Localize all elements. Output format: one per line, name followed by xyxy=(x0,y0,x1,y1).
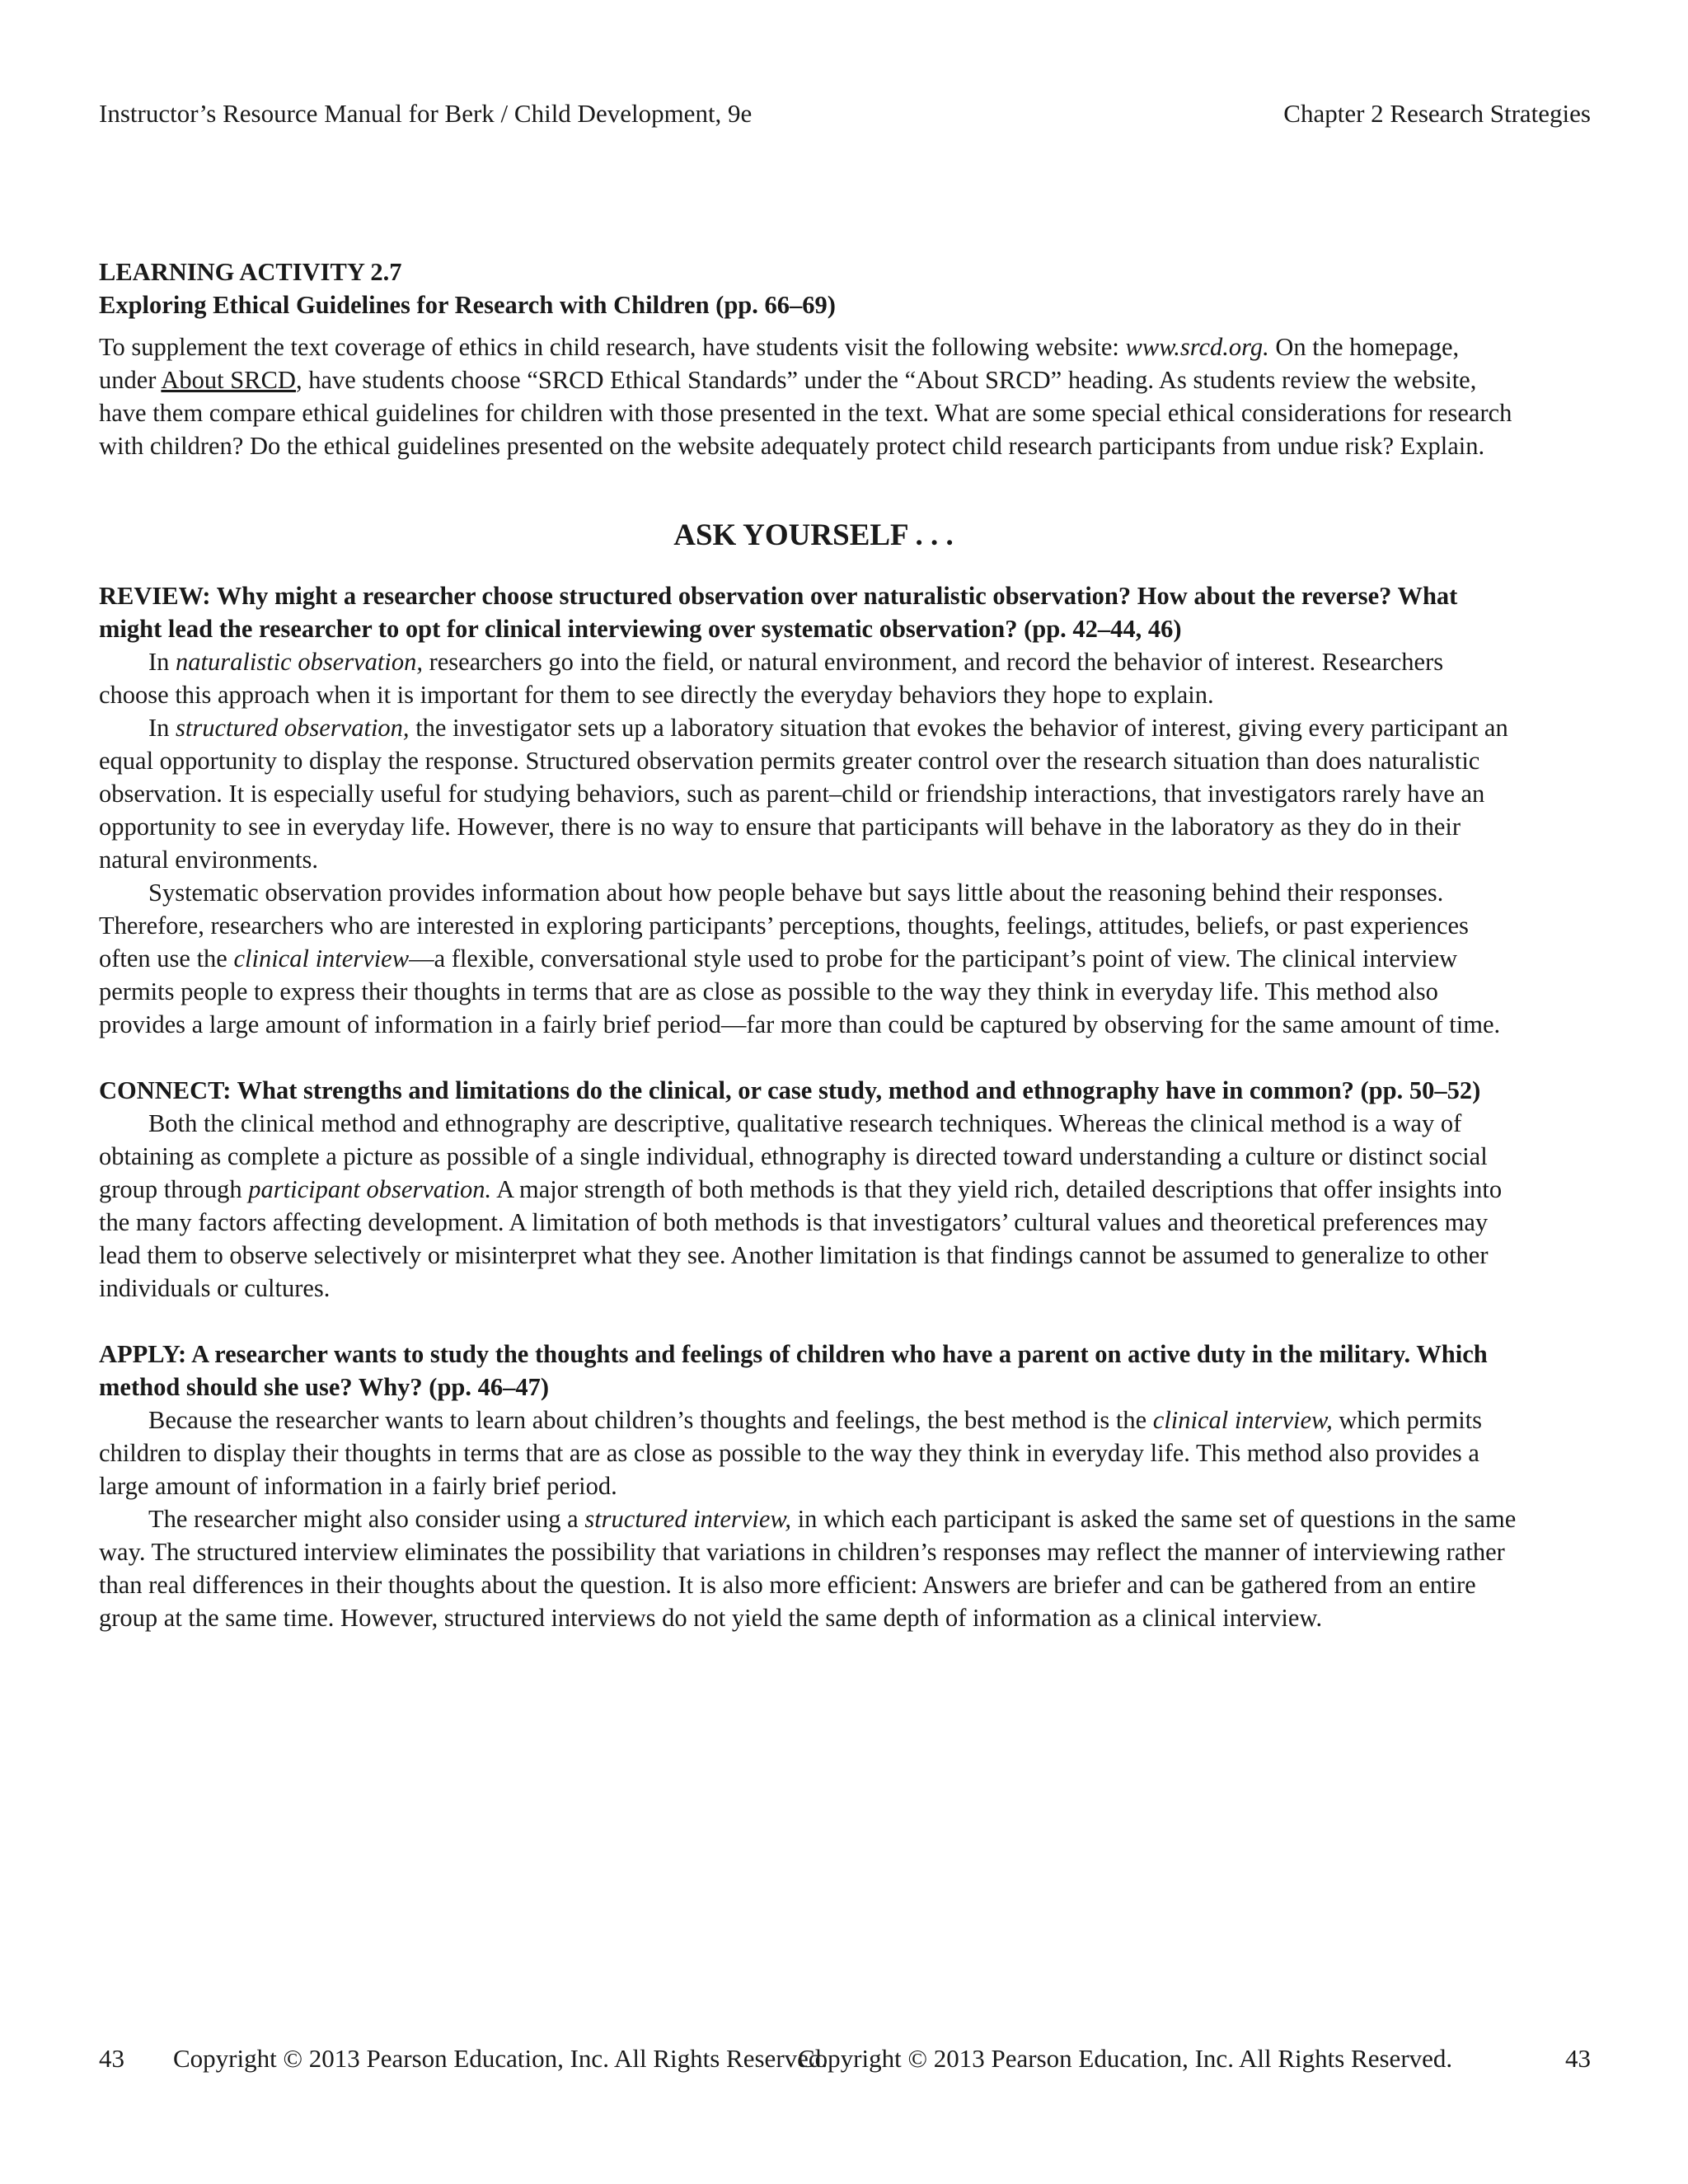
term-clinical-interview-2: clinical interview, xyxy=(1152,1406,1333,1434)
activity-label: LEARNING ACTIVITY 2.7 xyxy=(99,258,402,286)
connect-answer-1: Both the clinical method and ethnography are descriptive, qualitative research techniques. Whereas the clinical method is a way of obtaining as complete a picture as possible of a single individual, ethnography is directed toward understanding a culture or distinct social group through participant observation. A major strength of both methods is that they yield rich, detailed descriptions that offer insights into the many factors affecting development. A limitation of both methods is that investigators’ cultural values and theoretical preferences may lead them to observe selectively or misinterpret what they see. Another limitation is that findings cannot be assumed to generalize to other individuals or cultures. xyxy=(99,1109,1503,1302)
activity-title: Exploring Ethical Guidelines for Research with Children (pp. 66–69) xyxy=(99,291,836,319)
term-structured-interview: structured interview, xyxy=(584,1505,792,1533)
running-header-left: Instructor’s Resource Manual for Berk / Child Development, 9e xyxy=(99,99,753,128)
review-answer-1: In naturalistic observation, researchers go into the field, or natural environment, and record the behavior of interest. Researchers choose this approach when it is important for them to see directly the everyday behaviors they hope to explain. xyxy=(99,648,1444,709)
ask-yourself-heading: ASK YOURSELF . . . xyxy=(673,518,954,552)
activity-body-text-3: , have students choose “SRCD Ethical Standards” under the “About SRCD” heading. As students review the website, have them compare ethical guidelines for children with those presented in the text. What are some special ethical considerations for research with children? Do the ethical guidelines presented on the website adequately protect child research participants from undue risk? Explain. xyxy=(99,366,1512,460)
review-answer-3: Systematic observation provides information about how people behave but says little about the reasoning behind their responses. Therefore, researchers who are interested in exploring participants’ perceptions, thoughts, feelings, attitudes, beliefs, or past experiences often use the clinical interview—a flexible, conversational style used to probe for the participant’s point of view. The clinical interview permits people to express their thoughts in terms that are as close as possible to the way they think in everyday life. This method also provides a large amount of information in a fairly brief period—far more than could be captured by observing for the same amount of time. xyxy=(99,879,1501,1038)
activity-body-text-2: On the homepage, under xyxy=(99,333,1460,394)
term-naturalistic-observation: naturalistic observation, xyxy=(176,648,423,676)
apply-answer-1: Because the researcher wants to learn about children’s thoughts and feelings, the best method is the clinical interview, which permits children to display their thoughts in terms that are as close as possible to the way they think in everyday life. This method also provides a large amount of information in a fairly brief period. xyxy=(99,1406,1483,1500)
activity-body-text-1: To supplement the text coverage of ethics in child research, have students visit the following website: xyxy=(99,333,1126,361)
website-text: www.srcd.org. xyxy=(1125,333,1269,361)
term-participant-observation: participant observation. xyxy=(248,1175,492,1203)
copyright-notice-1: Copyright © 2013 Pearson Education, Inc. All Rights Reserved. xyxy=(173,2044,828,2073)
page-content xyxy=(99,255,1517,1634)
about-srcd-link[interactable]: About SRCD xyxy=(161,366,296,394)
copyright-notice-2: Copyright © 2013 Pearson Education, Inc. All Rights Reserved. xyxy=(798,2044,1453,2073)
term-clinical-interview: clinical interview xyxy=(233,944,410,972)
running-header-right: Chapter 2 Research Strategies xyxy=(1283,99,1591,128)
review-answer-2: In structured observation, the investigator sets up a laboratory situation that evokes the behavior of interest, giving every participant an equal opportunity to display the response. Structured observation permits greater control over the research situation than does naturalistic observation. It is especially useful for studying behaviors, such as parent–child or friendship interactions, that investigators rarely have an opportunity to see in everyday life. However, there is no way to ensure that participants will behave in the laboratory as they do in their natural environments. xyxy=(99,714,1508,874)
page-number-right: 43 xyxy=(1565,2044,1591,2073)
page-number-left: 43 xyxy=(99,2044,124,2073)
term-structured-observation: structured observation, xyxy=(176,714,410,742)
apply-question: APPLY: A researcher wants to study the thoughts and feelings of children who have a parent on active duty in the military. Which method should she use? Why? (pp. 46–47) xyxy=(99,1340,1488,1401)
apply-answer-2: The researcher might also consider using a structured interview, in which each participant is asked the same set of questions in the same way. The structured interview eliminates the possibility that variations in children’s responses may reflect the manner of interviewing rather than real differences in their thoughts about the question. It is also more efficient: Answers are briefer and can be gathered from an entire group at the same time. However, structured interviews do not yield the same depth of information as a clinical interview. xyxy=(99,1505,1517,1632)
connect-question: CONNECT: What strengths and limitations do the clinical, or case study, method and ethnography have in common? (pp. 50–52) xyxy=(99,1076,1481,1104)
activity-body xyxy=(99,330,1517,462)
review-question: REVIEW: Why might a researcher choose structured observation over naturalistic observation? How about the reverse? What might lead the researcher to opt for clinical interviewing over systematic observation? (pp. 42–44, 46) xyxy=(99,582,1458,643)
